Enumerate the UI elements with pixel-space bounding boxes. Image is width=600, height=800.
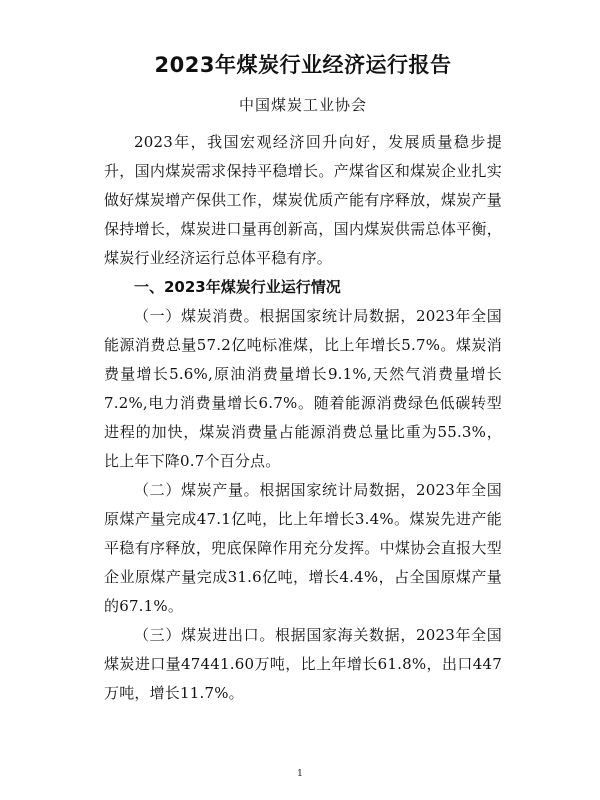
document-title: 2023年煤炭行业经济运行报告 — [154, 53, 452, 77]
paragraph-coal-production: （二）煤炭产量。根据国家统计局数据，2023年全国原煤产量完成47.1亿吨，比上年增长3.4%。煤炭先进产能平稳有序释放，兜底保障作用充分发挥。中煤协会直报大型企业原煤产量完成31.6亿吨，增长4.4%，占全国原煤产量的67.1%。 — [104, 481, 502, 615]
paragraph-coal-consumption: （一）煤炭消费。根据国家统计局数据，2023年全国能源消费总量57.2亿吨标准煤，比上年增长5.7%。煤炭消费量增长5.6%,原油消费量增长9.1%,天然气消费量增长7.2%,电力消费量增长6.7%。随着能源消费绿色低碳转型进程的加快，煤炭消费量占能源消费总量比重为55.3%，比上年下降0.7个百分点。 — [104, 307, 502, 470]
organization-name: 中国煤炭工业协会 — [238, 96, 367, 114]
section-heading: 一、2023年煤炭行业运行情况 — [134, 278, 341, 296]
paragraph-coal-import-export: （三）煤炭进出口。根据国家海关数据，2023年全国煤炭进口量47441.60万吨，比上年增长61.8%，出口447万吨，增长11.7%。 — [104, 626, 502, 702]
page-number: 1 — [297, 769, 303, 779]
intro-paragraph: 2023年，我国宏观经济回升向好，发展质量稳步提升，国内煤炭需求保持平稳增长。产煤省区和煤炭企业扎实做好煤炭增产保供工作，煤炭优质产能有序释放，煤炭产量保持增长，煤炭进口量再创新高，国内煤炭供需总体平衡，煤炭行业经济运行总体平稳有序。 — [104, 133, 502, 267]
